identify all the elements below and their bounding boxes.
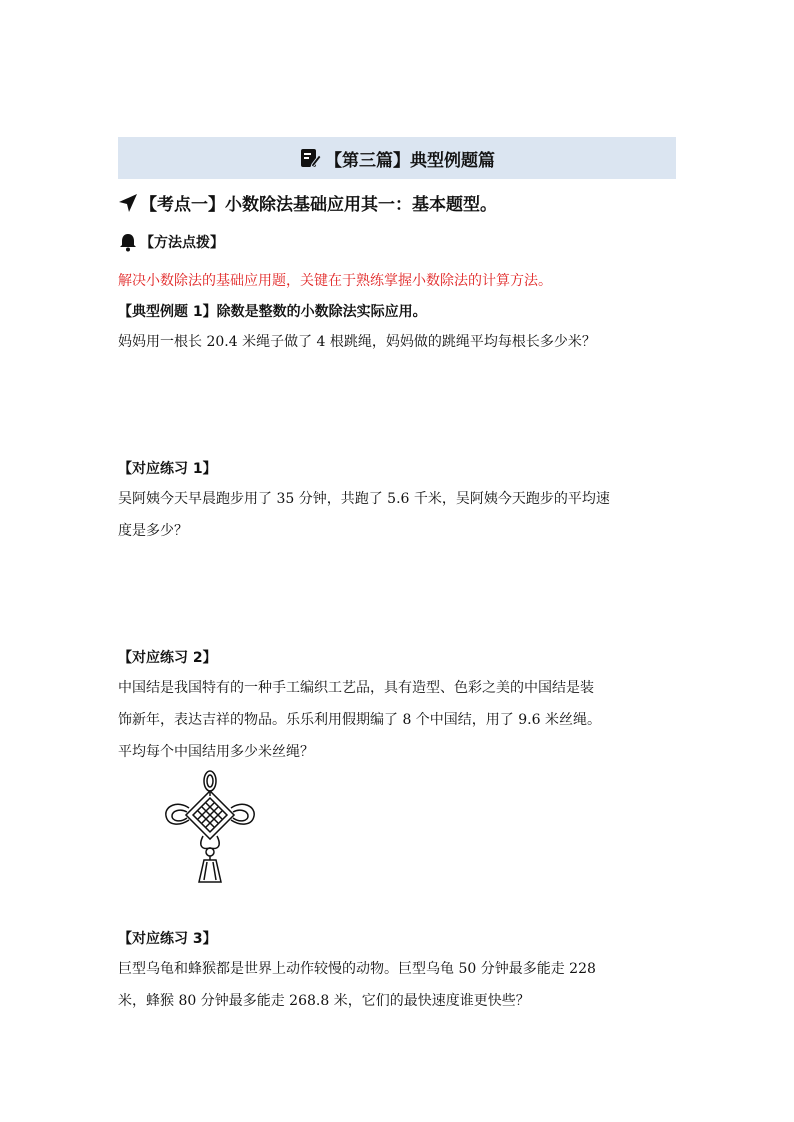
practice-2-line-2: 饰新年，表达吉祥的物品。乐乐利用假期编了 8 个中国结，用了 9.6 米丝绳。 — [118, 712, 601, 728]
method-heading: 【方法点拨】 — [140, 235, 224, 251]
practice-2-line-1: 中国结是我国特有的一种手工编织工艺品，具有造型、色彩之美的中国结是装 — [118, 680, 594, 696]
topic-heading: 【考点一】小数除法基础应用其一：基本题型。 — [140, 195, 497, 215]
practice-1-label: 【对应练习 1】 — [118, 461, 217, 477]
practice-2-line-3: 平均每个中国结用多少米丝绳？ — [118, 744, 314, 760]
practice-1-line-2: 度是多少？ — [118, 523, 188, 539]
practice-3-line-2: 米，蜂猴 80 分钟最多能走 268.8 米，它们的最快速度谁更快些？ — [118, 993, 530, 1009]
method-heading-row — [118, 232, 224, 252]
practice-2-label: 【对应练习 2】 — [118, 650, 217, 666]
practice-3-label: 【对应练习 3】 — [118, 931, 217, 947]
example-text: 妈妈用一根长 20.4 米绳子做了 4 根跳绳，妈妈做的跳绳平均每根长多少米？ — [118, 334, 596, 350]
section-banner — [118, 137, 676, 179]
bell-icon — [118, 232, 138, 252]
example-label: 【典型例题 1】除数是整数的小数除法实际应用。 — [118, 304, 427, 320]
practice-3-line-1: 巨型乌龟和蜂猴都是世界上动作较慢的动物。巨型乌龟 50 分钟最多能走 228 — [118, 961, 596, 977]
chinese-knot-icon — [160, 770, 260, 886]
topic-heading-row — [118, 190, 497, 215]
practice-1-line-1: 吴阿姨今天早晨跑步用了 35 分钟，共跑了 5.6 千米，吴阿姨今天跑步的平均速 — [118, 491, 610, 507]
method-text: 解决小数除法的基础应用题，关键在于熟练掌握小数除法的计算方法。 — [118, 273, 552, 289]
section-title: 【第三篇】典型例题篇 — [325, 150, 495, 171]
navigation-arrow-icon — [118, 193, 138, 213]
notepad-icon — [299, 147, 321, 169]
